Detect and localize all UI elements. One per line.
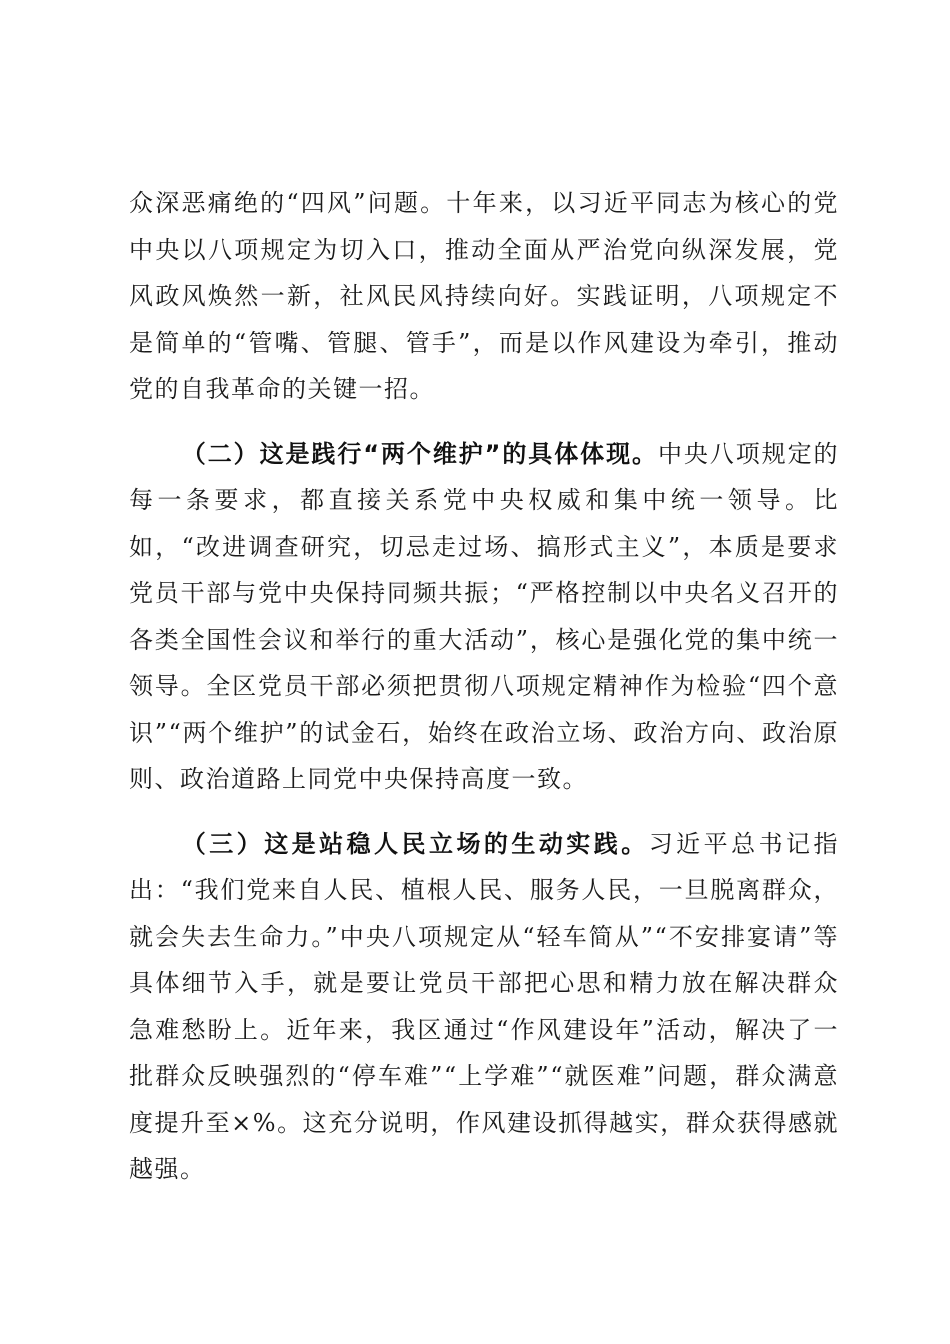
paragraph-text: 众深恶痛绝的“四风”问题。十年来，以习近平同志为核心的党中央以八项规定为切入口，推动全面从严治党向纵深发展，党风政风焕然一新，社风民风持续向好。实践证明，八项规定不是简单的“管嘴、管腿、管手”，而是以作风建设为牵引，推动党的自我革命的关键一招。 bbox=[129, 189, 839, 403]
paragraph-text: 中央八项规定的每一条要求，都直接关系党中央权威和集中统一领导。比如，“改进调查研究，切忌走过场、搞形式主义”，本质是要求党员干部与党中央保持同频共振；“严格控制以中央名义召开的各类全国性会议和举行的重大活动”，核心是强化党的集中统一领导。全区党员干部必须把贯彻八项规定精神作为检验“四个意识”“两个维护”的试金石，始终在政治立场、政治方向、政治原则、政治道路上同党中央保持高度一致。 bbox=[129, 439, 840, 793]
paragraph-continuation bbox=[129, 180, 839, 413]
paragraph-section-two bbox=[129, 431, 839, 803]
section-heading-two: （二）这是践行“两个维护”的具体体现。 bbox=[181, 439, 658, 468]
paragraph-section-three bbox=[129, 821, 839, 1193]
section-heading-three: （三）这是站稳人民立场的生动实践。 bbox=[181, 829, 649, 858]
paragraph-text: 习近平总书记指出：“我们党来自人民、植根人民、服务人民，一旦脱离群众，就会失去生命力。”中央八项规定从“轻车简从”“不安排宴请”等具体细节入手，就是要让党员干部把心思和精力放在解决群众急难愁盼上。近年来，我区通过“作风建设年”活动，解决了一批群众反映强烈的“停车难”“上学难”“就医难”问题，群众满意度提升至×%。这充分说明，作风建设抓得越实，群众获得感就越强。 bbox=[129, 829, 840, 1183]
document-body bbox=[129, 180, 839, 1211]
